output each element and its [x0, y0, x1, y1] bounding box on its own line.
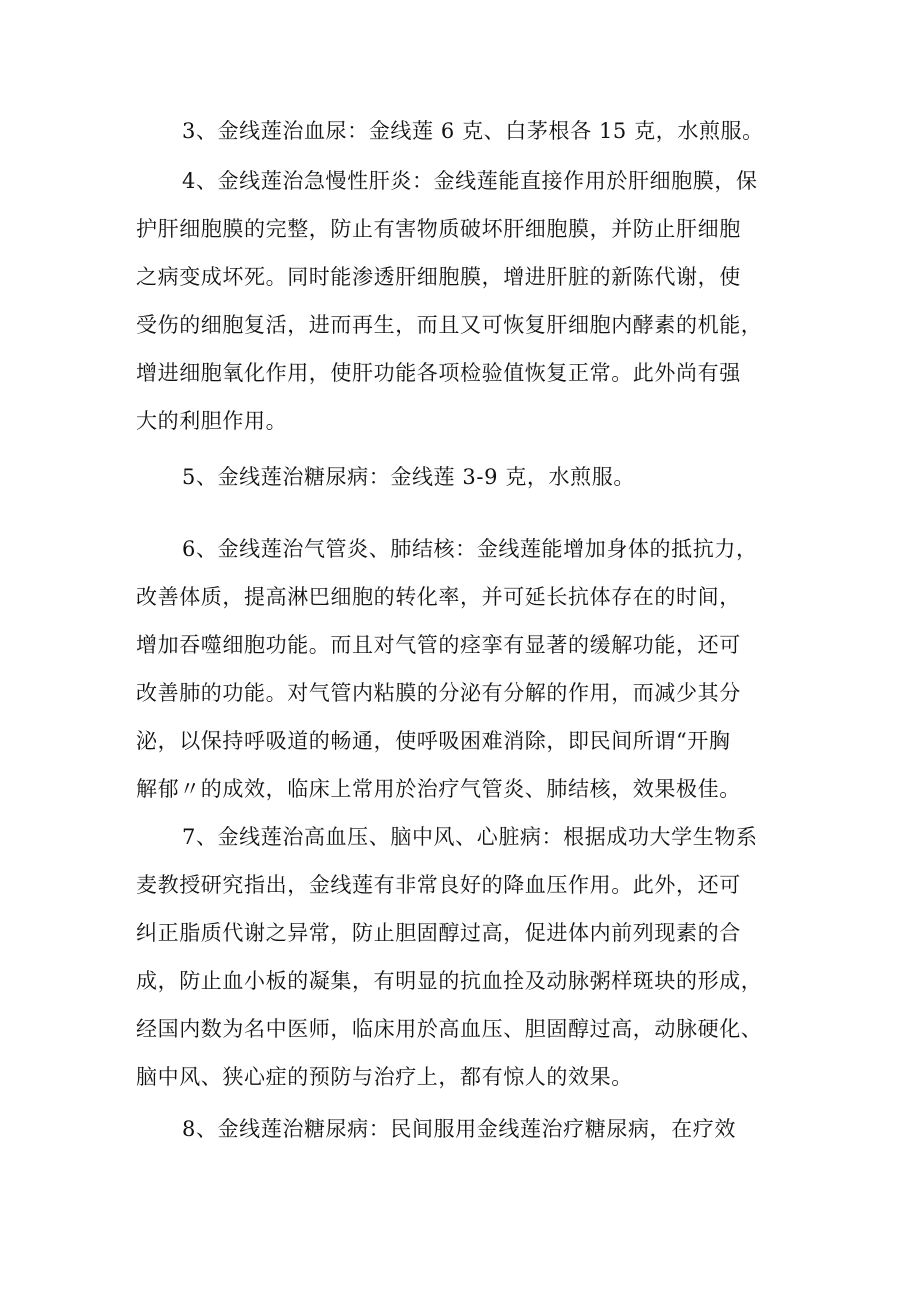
paragraph-3-line-1: 3、金线莲治血尿：金线莲 6 克、白茅根各 15 克，水煎服。 [182, 119, 764, 143]
paragraph-4-line-3: 之病变成坏死。同时能渗透肝细胞膜，增进肝脏的新陈代谢，使 [136, 265, 741, 289]
paragraph-6-line-2: 改善体质，提高淋巴细胞的转化率，并可延长抗体存在的时间， [136, 585, 741, 609]
paragraph-7-line-2: 麦教授研究指出，金线莲有非常良好的降血压作用。此外，还可 [136, 873, 741, 897]
paragraph-7-line-1: 7、金线莲治高血压、脑中风、心脏病：根据成功大学生物系 [182, 825, 758, 849]
paragraph-5-line-1: 5、金线莲治糖尿病：金线莲 3-9 克，水煎服。 [182, 465, 635, 489]
paragraph-4-line-6: 大的利胆作用。 [136, 409, 288, 433]
paragraph-4-line-4: 受伤的细胞复活，进而再生，而且又可恢复肝细胞内酵素的机能， [136, 313, 763, 337]
paragraph-8-line-1: 8、金线莲治糖尿病：民间服用金线莲治疗糖尿病，在疗效 [182, 1117, 736, 1141]
paragraph-4-line-2: 护肝细胞膜的完整，防止有害物质破坏肝细胞膜，并防止肝细胞 [136, 217, 741, 241]
paragraph-7-line-6: 脑中风、狭心症的预防与治疗上，都有惊人的效果。 [136, 1065, 633, 1089]
paragraph-6-line-4: 改善肺的功能。对气管内粘膜的分泌有分解的作用，而减少其分 [136, 681, 741, 705]
paragraph-4-line-1: 4、金线莲治急慢性肝炎：金线莲能直接作用於肝细胞膜，保 [182, 169, 758, 193]
paragraph-7-line-4: 成，防止血小板的凝集，有明显的抗血拴及动脉粥样斑块的形成， [136, 969, 763, 993]
paragraph-7-line-5: 经国内数为名中医师，临床用於高血压、胆固醇过高，动脉硬化、 [136, 1017, 763, 1041]
paragraph-6-line-1: 6、金线莲治气管炎、肺结核：金线莲能增加身体的抵抗力， [182, 537, 758, 561]
paragraph-6-line-6: 解郁〃的成效，临床上常用於治疗气管炎、肺结核，效果极佳。 [136, 777, 741, 801]
paragraph-6-line-3: 增加吞噬细胞功能。而且对气管的痉挛有显著的缓解功能，还可 [136, 633, 741, 657]
paragraph-6-line-5: 泌，以保持呼吸道的畅通，使呼吸困难消除，即民间所谓“开胸 [136, 729, 731, 753]
paragraph-4-line-5: 增进细胞氧化作用，使肝功能各项检验值恢复正常。此外尚有强 [136, 361, 741, 385]
paragraph-7-line-3: 纠正脂质代谢之异常，防止胆固醇过高，促进体内前列现素的合 [136, 921, 741, 945]
